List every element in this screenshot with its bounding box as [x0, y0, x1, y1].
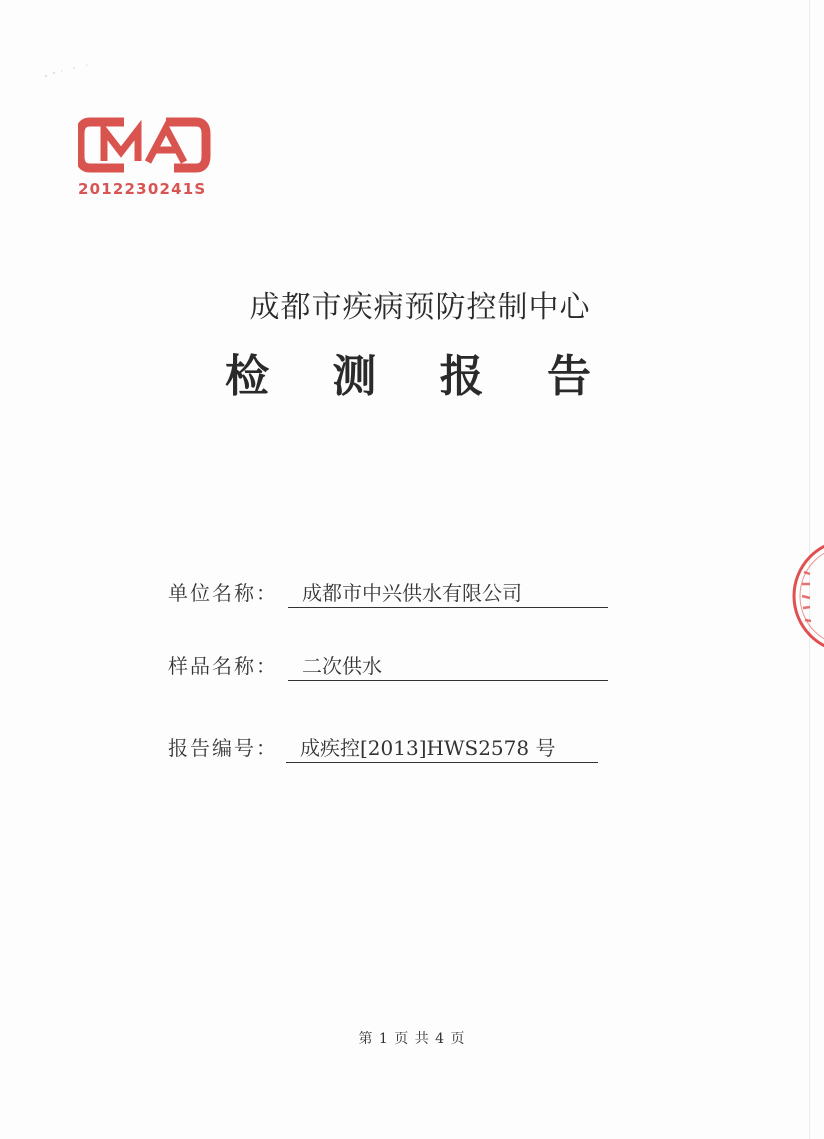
- page-indicator: 第 1 页 共 4 页: [358, 1031, 466, 1047]
- scan-specks: [40, 62, 100, 82]
- field-report-number: [168, 732, 608, 766]
- field-value: 成疾控[2013]HWS2578 号: [286, 732, 598, 763]
- seal-icon: [778, 538, 824, 654]
- cma-certification-mark: [78, 114, 218, 204]
- official-seal-partial: [778, 538, 824, 654]
- field-label: 报告编号：: [168, 736, 278, 760]
- cma-certificate-number: 2012230241S: [78, 180, 207, 198]
- cma-logo-icon: [78, 114, 218, 180]
- field-unit-name: [168, 577, 608, 611]
- field-label: 样品名称：: [168, 654, 278, 678]
- field-value: 二次供水: [288, 650, 608, 681]
- field-value: 成都市中兴供水有限公司: [288, 577, 608, 608]
- field-label: 单位名称：: [168, 581, 278, 605]
- organization-title: 成都市疾病预防控制中心: [249, 290, 591, 325]
- field-sample-name: [168, 650, 608, 684]
- document-title: 检 测 报 告: [225, 351, 615, 402]
